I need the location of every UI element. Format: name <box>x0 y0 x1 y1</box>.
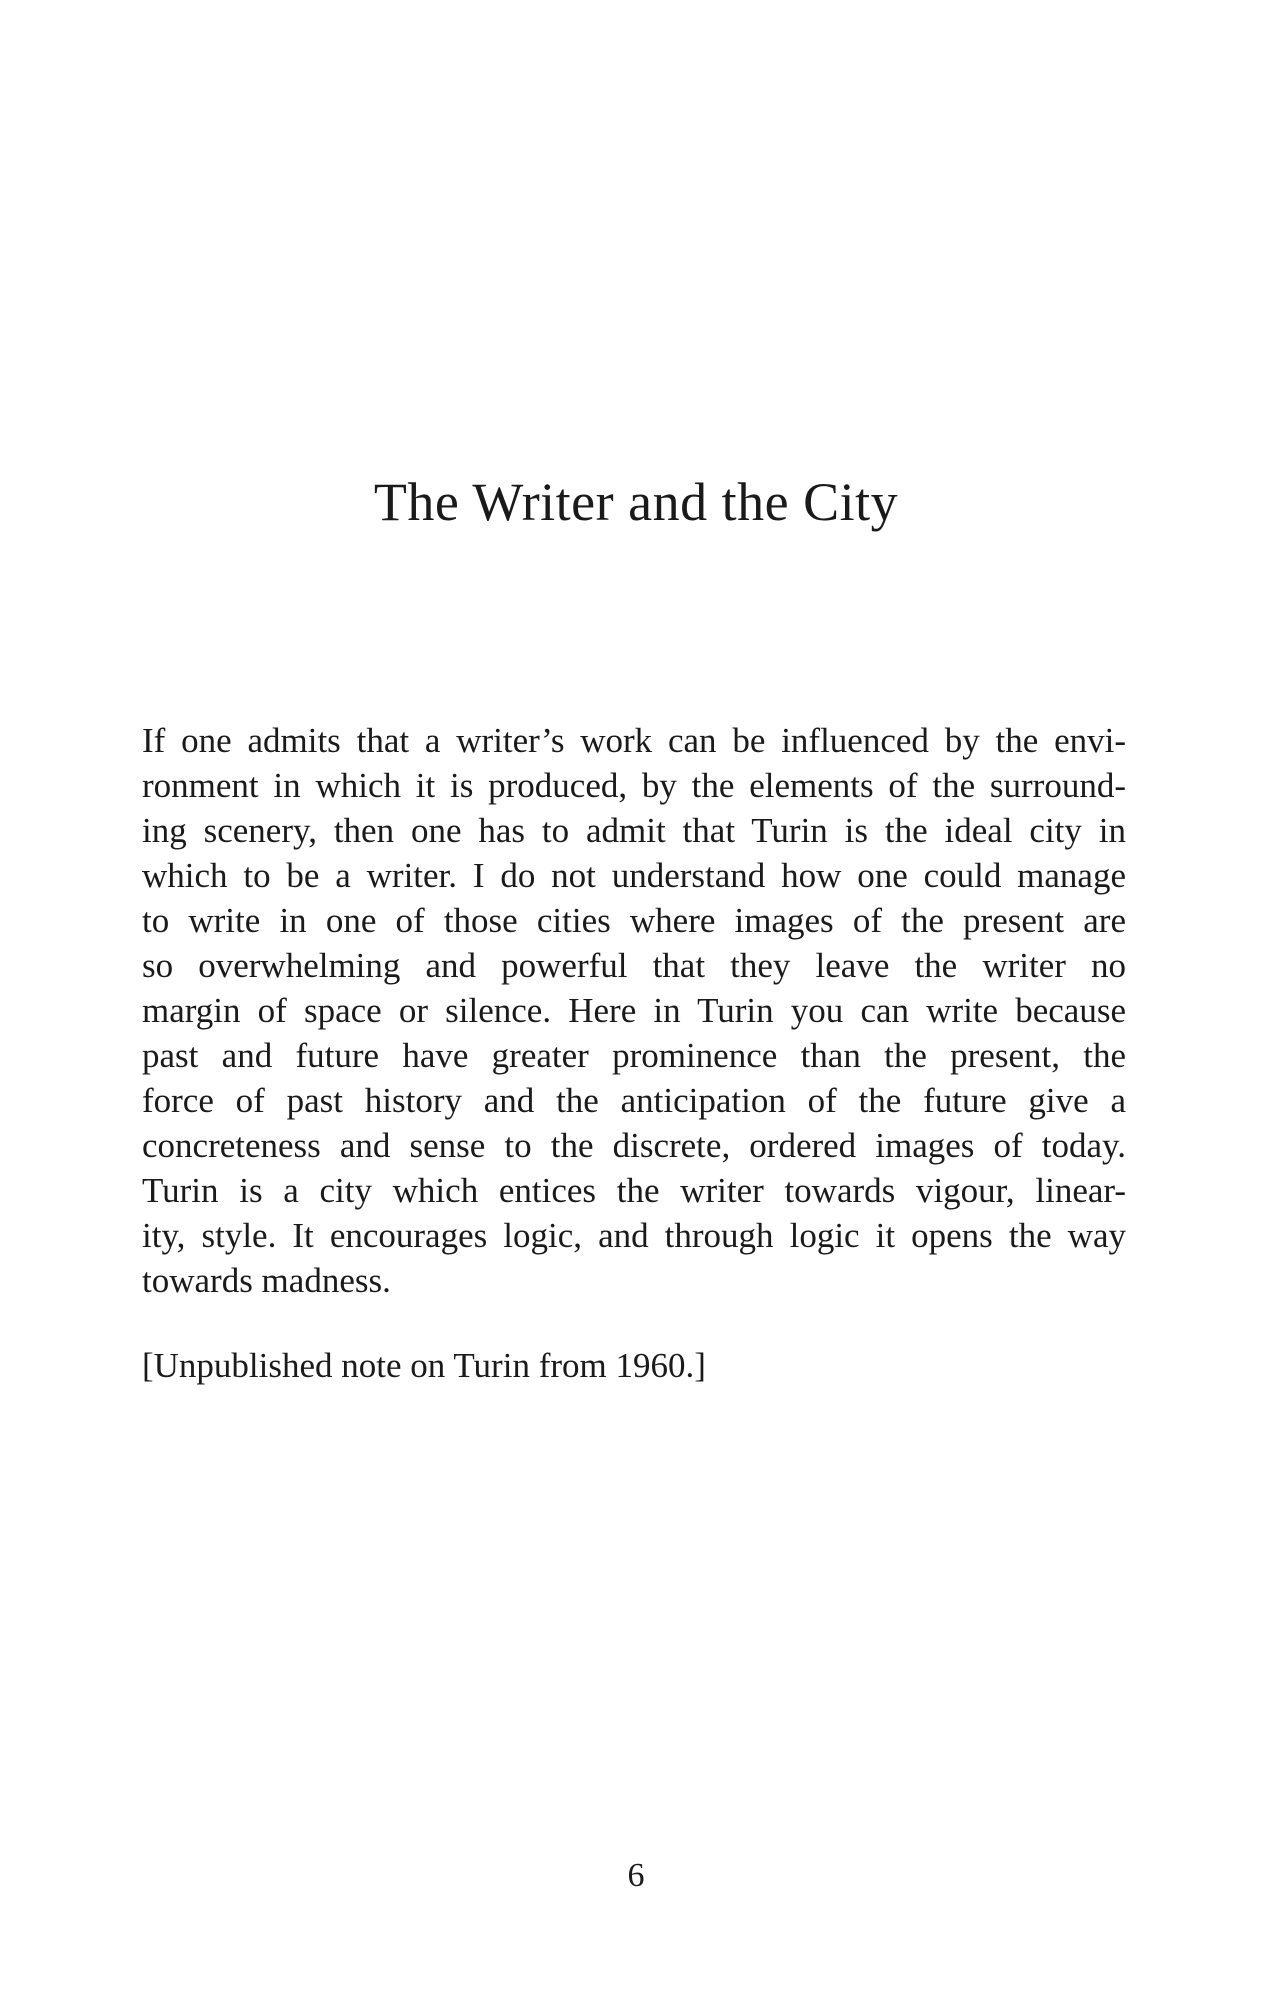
paragraph-line: ronment in which it is produced, by the elements of the surround- <box>142 766 1126 805</box>
paragraph-line: towards madness. <box>142 1261 391 1300</box>
paragraph-line: so overwhelming and powerful that they leave the writer no <box>142 946 1126 985</box>
paragraph-line: margin of space or silence. Here in Turin you can write because <box>142 991 1126 1030</box>
paragraph-line: which to be a writer. I do not understand how one could manage <box>142 856 1126 895</box>
body-paragraph <box>142 718 1126 1303</box>
source-note: [Unpublished note on Turin from 1960.] <box>142 1346 706 1385</box>
page-number: 6 <box>627 1857 645 1894</box>
paragraph-line: past and future have greater prominence than the present, the <box>142 1036 1126 1075</box>
chapter-title: The Writer and the City <box>373 472 899 532</box>
paragraph-line: If one admits that a writer’s work can be influenced by the envi- <box>142 721 1126 760</box>
paragraph-line: force of past history and the anticipation of the future give a <box>142 1081 1126 1120</box>
paragraph-line: ity, style. It encourages logic, and through logic it opens the way <box>142 1216 1126 1255</box>
paragraph-line: concreteness and sense to the discrete, ordered images of today. <box>142 1126 1126 1165</box>
paragraph-line: ing scenery, then one has to admit that Turin is the ideal city in <box>142 811 1126 850</box>
paragraph-line: Turin is a city which entices the writer towards vigour, linear- <box>142 1171 1126 1210</box>
paragraph-line: to write in one of those cities where images of the present are <box>142 901 1126 940</box>
